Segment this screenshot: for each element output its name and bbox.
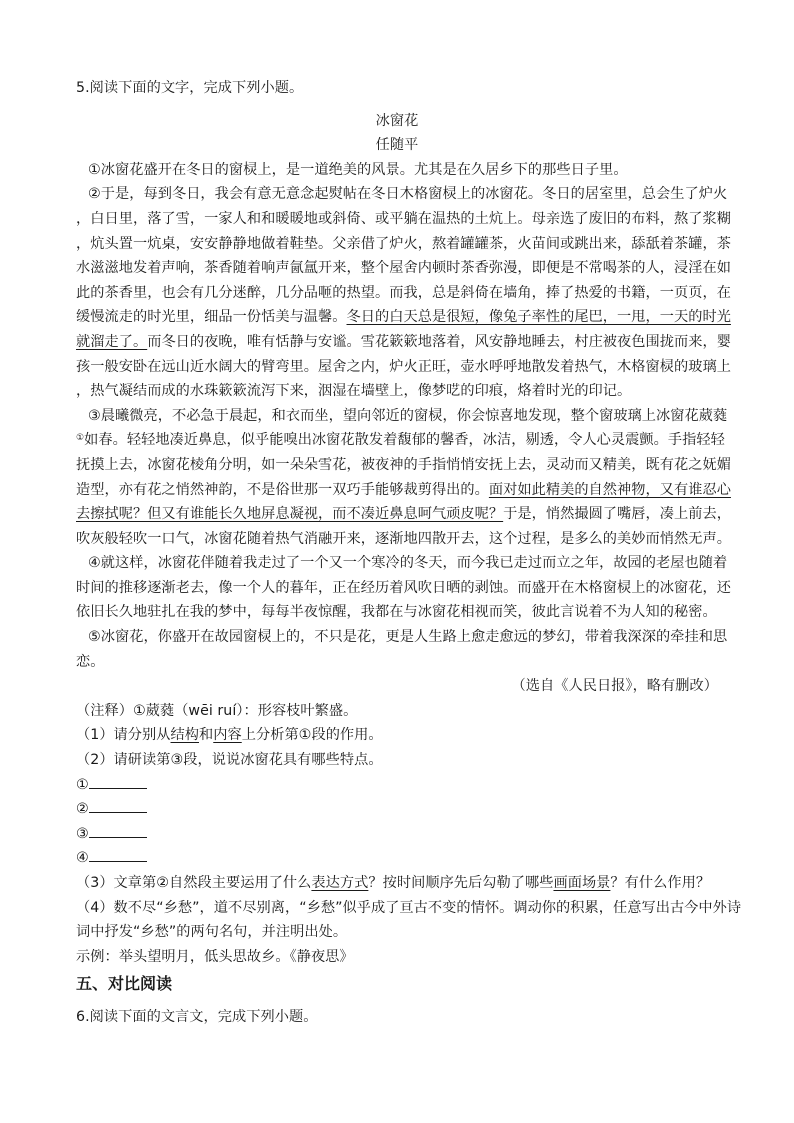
q1-text: 上分析第①段的作用。 (241, 727, 383, 744)
question-5-intro: 5.阅读下面的文字，完成下列小题。 (76, 80, 304, 96)
example-answer: 示例：举头望明月，低头思故乡。《静夜思》 (76, 948, 354, 965)
q1-text: （1）请分别从 (76, 727, 171, 744)
footnote: （注释）①葳蕤（wēi ruí）：形容枝叶繁盛。 (76, 702, 358, 719)
sub-question-3 (76, 871, 718, 896)
section-heading: 五、对比阅读 (76, 974, 173, 994)
p5-line: 恋。 (76, 653, 105, 670)
blank-line[interactable] (89, 847, 147, 862)
blank-label: ② (76, 801, 89, 818)
article-author: 任随平 (375, 137, 419, 154)
sub-question-2: （2）请研读第③段，说说冰窗花具有哪些特点。 (76, 752, 383, 769)
underlined-sentence: 就溜走了。 (76, 333, 148, 350)
q1-keyword-structure: 结构 (170, 727, 199, 744)
document-page (76, 76, 742, 1030)
p3-line: 吹灰般轻吹一口气，冰窗花随着热气消融开来，逐渐地四散开去，这个过程，是多么的美妙而悄然无声。 (76, 530, 731, 547)
underlined-sentence: 去擦拭呢？但又有谁能长久地屏息凝视，而不凑近鼻息呵气顽皮呢？ (76, 506, 504, 523)
source-citation: （选自《人民日报》，略有删改） (511, 678, 718, 695)
q3-keyword-scenes: 画面场景 (553, 875, 611, 891)
p3-text: 如春。轻轻地凑近鼻息，似乎能嗅出冰窗花散发着馥郁的馨香，冰洁，剔透，令人心灵震颤。手指轻轻 (84, 432, 725, 449)
q4-line: 词中抒发“乡愁”的两句名句，并注明出处。 (76, 924, 348, 941)
blank-line[interactable] (89, 798, 147, 813)
p4-line: ④就这样，冰窗花伴随着我走过了一个又一个寒冷的冬天，而今我已走过而立之年，故园的老屋也随着 (88, 555, 728, 572)
p3-line: ③晨曦微亮，不必急于晨起，和衣而坐，望向邻近的窗棂，你会惊喜地发现，整个窗玻璃上冰窗花葳蕤 (88, 407, 728, 424)
p3-line (76, 502, 731, 527)
p2-line: ，热气凝结而成的水珠簌簌流泻下来，洇湿在墙壁上，像梦呓的印痕，烙着时光的印记。 (76, 383, 632, 400)
p2-line: ②于是，每到冬日，我会有意无意念起熨帖在冬日木格窗棂上的冰窗花。冬日的居室里，总会生了炉火 (88, 186, 728, 203)
sub-question-4 (76, 896, 742, 945)
p3-text: 于是，悄然撮圆了嘴唇，凑上前去， (503, 506, 731, 523)
article-title: 冰窗花 (375, 112, 419, 129)
question-6-intro: 6.阅读下面的文言文，完成下列小题。 (76, 1009, 318, 1026)
blank-line[interactable] (89, 774, 147, 789)
answer-blank-1[interactable] (76, 773, 718, 798)
paragraph-5 (76, 625, 728, 674)
p2-line (76, 305, 731, 330)
paragraph-1: ①冰窗花盛开在冬日的窗棂上，是一道绝美的风景。尤其是在久居乡下的那些日子里。 (88, 161, 628, 178)
answer-blank-4[interactable] (76, 846, 718, 871)
footnote-marker: ① (76, 433, 85, 444)
q3-text: ？按时间顺序先后勾勒了哪些 (368, 875, 554, 891)
answer-blank-3[interactable] (76, 822, 718, 847)
p4-line: 依旧长久地驻扎在我的梦中，每每半夜惊醒，我都在与冰窗花相视而笑，彼此言说着不为人知的秘密。 (76, 604, 717, 621)
q1-keyword-content: 内容 (213, 727, 242, 744)
blank-label: ④ (76, 850, 89, 867)
p2-text: 而冬日的夜晚，唯有恬静与安谧。雪花簌簌地落着，风安静地睡去，村庄被夜色围拢而来，婴 (147, 333, 731, 350)
p2-line: 水滋滋地发着声响，茶香随着响声氤氲开来，整个屋舍内顿时茶香弥漫，即便是不常喝茶的人，浸淫在如 (76, 260, 731, 277)
p2-line (76, 330, 731, 355)
q3-text: （3）文章第②自然段主要运用了什么 (76, 875, 312, 891)
q3-keyword-expression: 表达方式 (311, 875, 369, 891)
underlined-sentence: 面对如此精美的自然神物，又有谁忍心 (488, 481, 731, 498)
underlined-sentence: 冬日的白天总是很短，像兔子率性的尾巴，一甩，一天的时光 (346, 309, 731, 326)
q1-text: 和 (199, 727, 214, 744)
q4-line: （4）数不尽“乡愁”，道不尽别离，“乡愁”似乎成了亘古不变的情怀。调动你的积累，任意写出古今中外诗 (76, 899, 742, 916)
blank-line[interactable] (89, 823, 147, 838)
p3-line (76, 428, 725, 453)
p3-line (76, 478, 731, 503)
paragraph-2 (76, 182, 731, 403)
p2-line: ，炕头置一炕桌，安安静静地做着鞋垫。父亲借了炉火，熬着罐罐茶，火苗间或跳出来，舔舐着茶罐，茶 (76, 235, 731, 252)
p4-line: 时间的推移逐渐老去，像一个人的暮年，正在经历着风吹日晒的剥蚀。而盛开在木格窗棂上的冰窗花，还 (76, 579, 731, 596)
p2-line: 此的茶香里，也会有几分迷醉，几分品咂的热望。而我，总是斜倚在墙角，捧了热爱的书籍，一页页，在 (76, 284, 731, 301)
blank-label: ① (76, 776, 89, 793)
p2-line: 孩一般安卧在远山近水阔大的臂弯里。屋舍之内，炉火正旺，壶水呼呼地散发着热气，木格窗棂的玻璃上 (76, 358, 731, 375)
p2-text: 缓慢流走的时光里，细品一份恬美与温馨。 (76, 309, 347, 326)
paragraph-3 (76, 404, 731, 552)
answer-blank-2[interactable] (76, 797, 718, 822)
p3-text: 造型，亦有花之悄然神韵，不是俗世那一双巧手能够裁剪得出的。 (76, 481, 489, 498)
p2-line: ，白日里，落了雪，一家人和和暖暖地或斜倚、或平躺在温热的土炕上。母亲选了废旧的布料，熬了浆糊 (76, 210, 731, 227)
sub-question-1 (76, 723, 718, 748)
blank-label: ③ (76, 825, 89, 842)
p5-line: ⑤冰窗花，你盛开在故园窗棂上的，不只是花，更是人生路上愈走愈远的梦幻，带着我深深的牵挂和思 (88, 629, 728, 646)
p3-line: 抚摸上去，冰窗花棱角分明，如一朵朵雪花，被夜神的手指悄悄安抚上去，灵动而又精美，既有花之妩媚 (76, 456, 731, 473)
paragraph-4 (76, 551, 731, 625)
q3-text: ？有什么作用？ (610, 875, 711, 891)
